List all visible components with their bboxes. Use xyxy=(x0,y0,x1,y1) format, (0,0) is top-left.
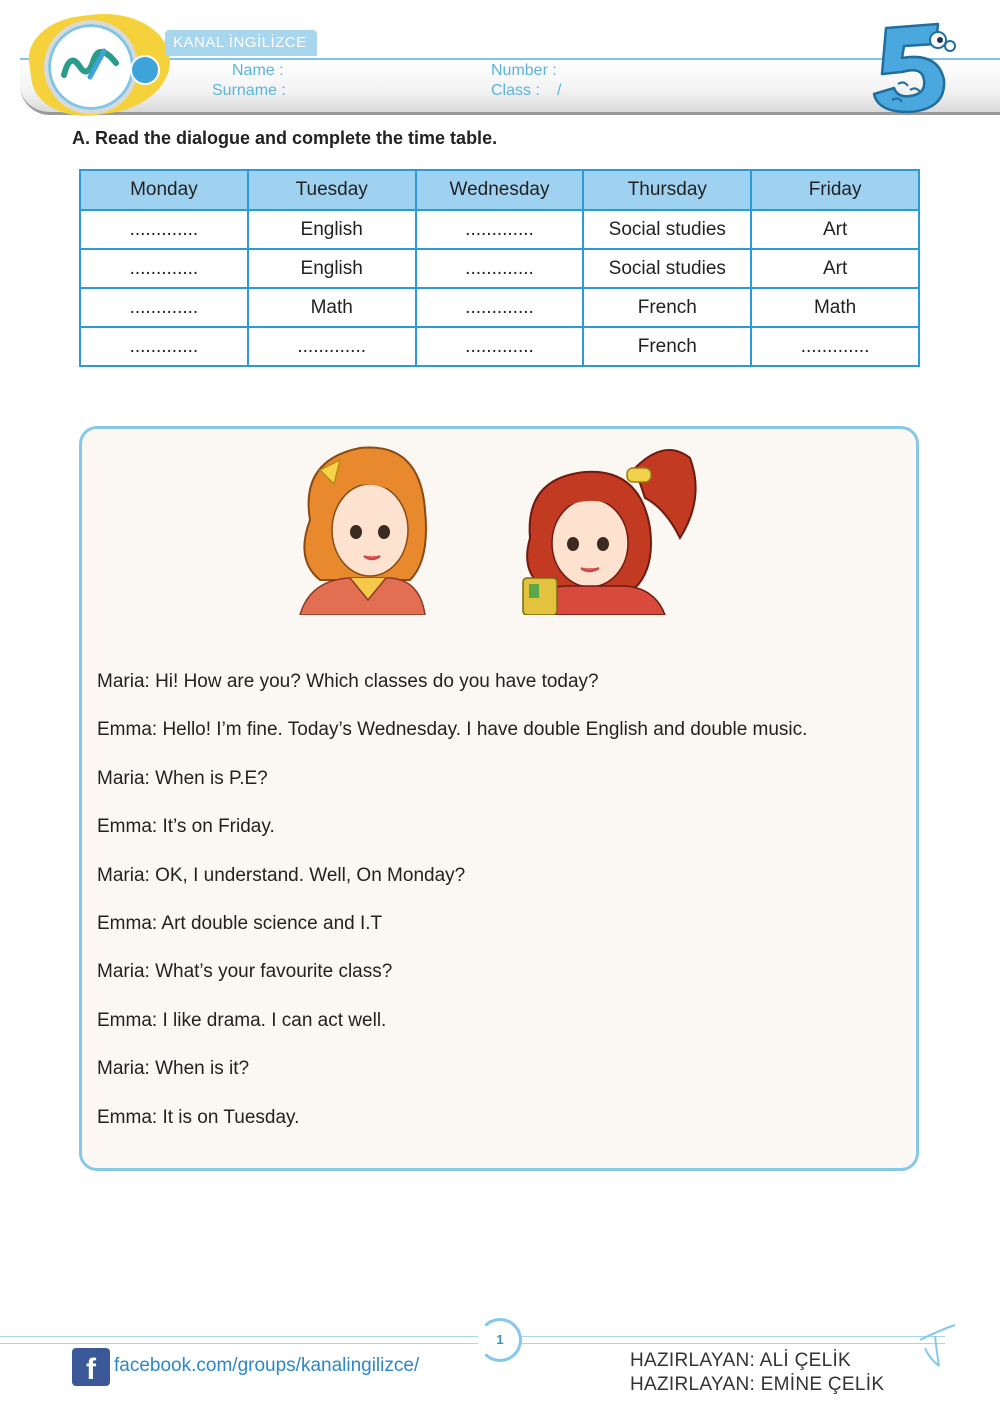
table-row xyxy=(80,249,919,288)
header-friday: Friday xyxy=(751,170,919,210)
number-label: Number : xyxy=(491,62,557,79)
dialogue-line: Emma: I like drama. I can act well. xyxy=(97,1009,387,1031)
table-cell: Math xyxy=(248,288,416,327)
table-cell: Math xyxy=(751,288,919,327)
logo-mark-icon xyxy=(60,45,120,81)
header-thursday: Thursday xyxy=(583,170,751,210)
table-cell: English xyxy=(248,210,416,249)
header-wednesday: Wednesday xyxy=(416,170,584,210)
header-tuesday: Tuesday xyxy=(248,170,416,210)
table-cell: French xyxy=(583,327,751,366)
name-label: Name : xyxy=(232,62,284,79)
dialogue-line: Emma: Hello! I’m fine. Today’s Wednesday. I have double English and double music. xyxy=(97,719,808,741)
dialogue-line: Maria: What’s your favourite class? xyxy=(97,961,393,983)
class-label: Class : xyxy=(491,82,540,99)
dialogue-line: Maria: Hi! How are you? Which classes do you have today? xyxy=(97,671,599,692)
cell-blank[interactable]: ............. xyxy=(416,249,584,288)
table-cell: Art xyxy=(751,249,919,288)
cell-blank[interactable]: ............. xyxy=(80,288,248,327)
cell-blank[interactable]: ............. xyxy=(80,210,248,249)
cell-blank[interactable]: ............. xyxy=(416,210,584,249)
grade-five-icon xyxy=(868,18,958,118)
footer-divider xyxy=(0,1336,945,1344)
dialogue-line: Emma: It’s on Friday. xyxy=(97,816,275,838)
dialogue-line: Maria: When is it? xyxy=(97,1058,250,1080)
page-number: 1 xyxy=(478,1318,522,1362)
cell-blank[interactable]: ............. xyxy=(416,288,584,327)
header-monday: Monday xyxy=(80,170,248,210)
class-separator: / xyxy=(557,82,562,99)
table-cell: Social studies xyxy=(583,249,751,288)
instruction-heading: A. Read the dialogue and complete the time table. xyxy=(72,128,498,148)
dialogue-line: Maria: When is P.E? xyxy=(97,767,268,789)
brand-label: KANAL İNGİLİZCE xyxy=(165,30,317,56)
timetable-header-row xyxy=(80,170,919,210)
dialogue-line: Emma: Art double science and I.T xyxy=(97,912,383,934)
timetable xyxy=(79,169,920,367)
dialogue-line: Maria: OK, I understand. Well, On Monday? xyxy=(97,864,466,886)
cell-blank[interactable]: ............. xyxy=(80,327,248,366)
compass-icon xyxy=(130,55,160,85)
cell-blank[interactable]: ............. xyxy=(751,327,919,366)
emma-illustration xyxy=(515,438,700,615)
table-cell: English xyxy=(248,249,416,288)
table-cell: Social studies xyxy=(583,210,751,249)
table-row xyxy=(80,288,919,327)
author-2: HAZIRLAYAN: EMİNE ÇELİK xyxy=(630,1374,885,1395)
facebook-link[interactable]: facebook.com/groups/kanalingilizce/ xyxy=(114,1355,420,1376)
table-cell: French xyxy=(583,288,751,327)
table-row xyxy=(80,210,919,249)
surname-label: Surname : xyxy=(212,82,286,99)
cell-blank[interactable]: ............. xyxy=(248,327,416,366)
author-1: HAZIRLAYAN: ALİ ÇELİK xyxy=(630,1350,852,1371)
maria-illustration xyxy=(290,440,440,615)
facebook-icon[interactable]: f xyxy=(72,1348,110,1386)
leaf-ornament-icon xyxy=(915,1320,965,1370)
dialogue-list xyxy=(97,669,807,1153)
cell-blank[interactable]: ............. xyxy=(80,249,248,288)
dialogue-line: Emma: It is on Tuesday. xyxy=(97,1106,300,1128)
cell-blank[interactable]: ............. xyxy=(416,327,584,366)
table-row xyxy=(80,327,919,366)
table-cell: Art xyxy=(751,210,919,249)
